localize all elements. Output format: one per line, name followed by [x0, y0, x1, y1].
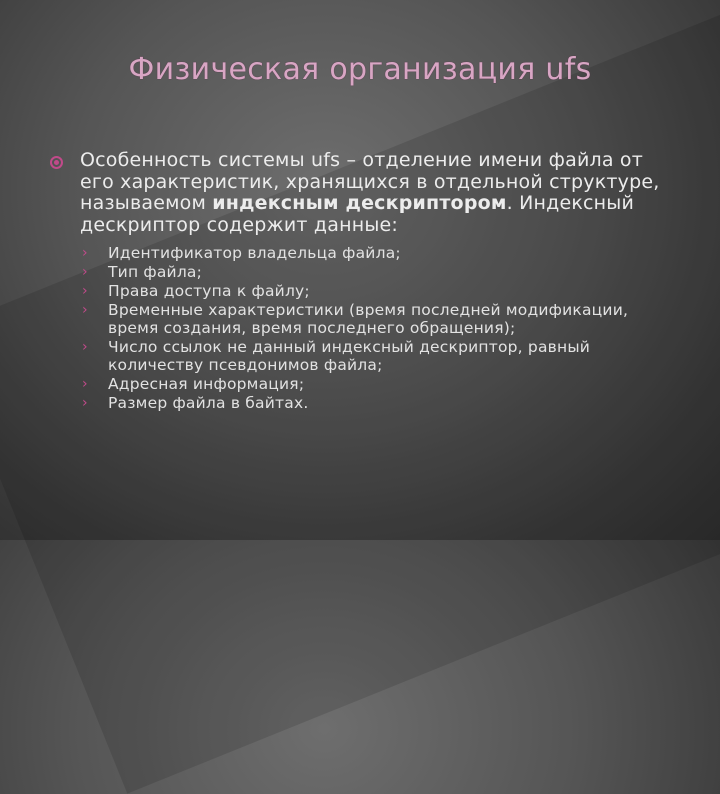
list-item-text: Размер файла в байтах.: [108, 394, 309, 412]
chevron-right-icon: ›: [82, 395, 88, 411]
paragraph-text-part2: . Индексный дескриптор содержит данные:: [80, 192, 635, 236]
list-item: [80, 301, 660, 337]
chevron-right-icon: ›: [82, 264, 88, 280]
slide-body: [50, 150, 660, 413]
sub-bullet-list: [50, 244, 660, 412]
list-item: [80, 338, 660, 374]
chevron-right-icon: ›: [82, 339, 88, 355]
main-paragraph: [80, 150, 660, 236]
chevron-right-icon: ›: [82, 302, 88, 318]
list-item-text: Тип файла;: [108, 263, 203, 281]
slide-title: Физическая организация ufs: [128, 52, 592, 87]
list-item-text: Права доступа к файлу;: [108, 282, 310, 300]
ring-bullet-icon: [50, 156, 63, 169]
chevron-right-icon: ›: [82, 283, 88, 299]
chevron-right-icon: ›: [82, 376, 88, 392]
list-item: [80, 375, 660, 393]
paragraph-text-part1: Особенность системы ufs – отделение имени файла от его характеристик, хранящихся в отдельной структуре, называемом: [80, 149, 660, 214]
list-item: [80, 282, 660, 300]
list-item: [80, 263, 660, 281]
list-item-text: Идентификатор владельца файла;: [108, 244, 401, 262]
paragraph-bold-term: индексным дескриптором: [212, 192, 507, 214]
list-item-text: Временные характеристики (время последней модификации, время создания, время последнего обращения);: [108, 301, 629, 337]
list-item-text: Число ссылок не данный индексный дескриптор, равный количеству псевдонимов файла;: [108, 338, 591, 374]
main-bullet: [50, 150, 660, 236]
chevron-right-icon: ›: [82, 245, 88, 261]
list-item: [80, 394, 660, 412]
list-item: [80, 244, 660, 262]
list-item-text: Адресная информация;: [108, 375, 305, 393]
